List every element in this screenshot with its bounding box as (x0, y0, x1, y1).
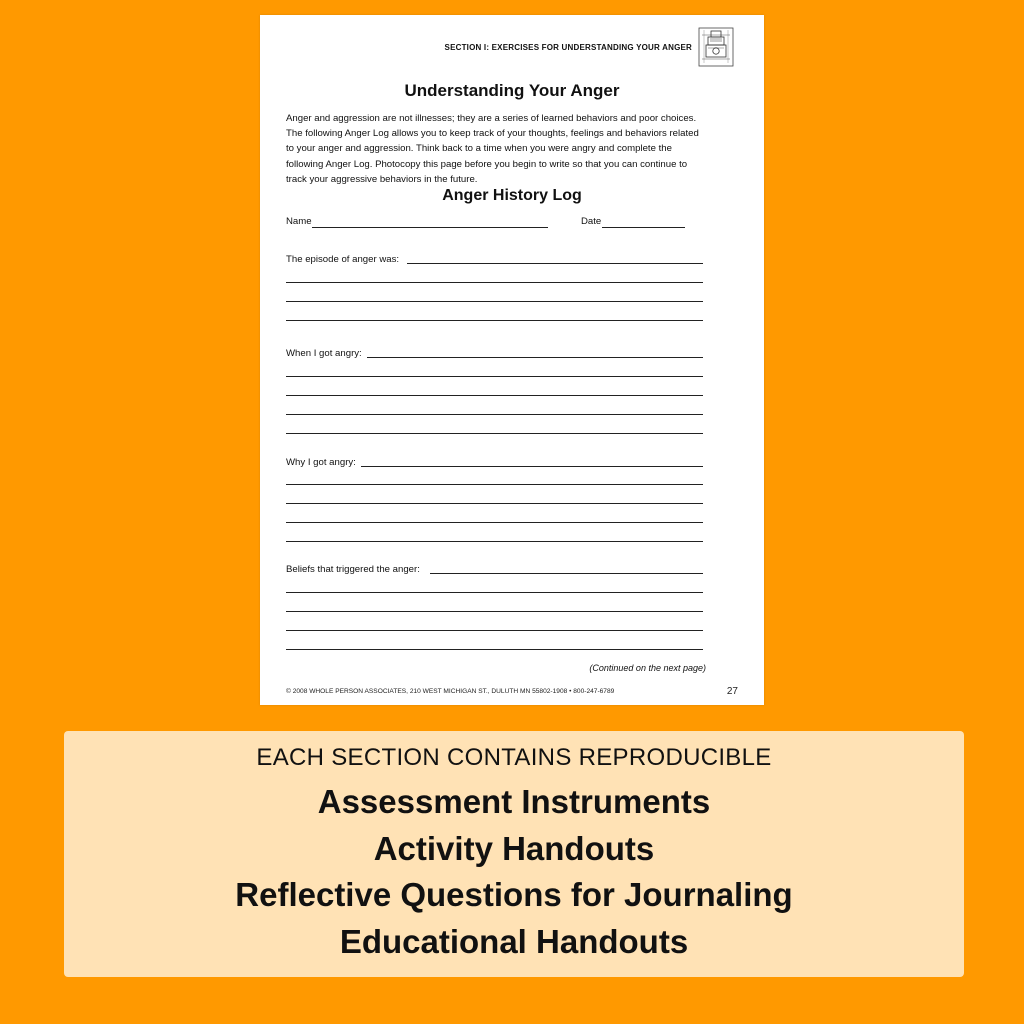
prompt-line (367, 357, 703, 358)
footer-copyright: © 2008 WHOLE PERSON ASSOCIATES, 210 WEST MICHIGAN ST., DULUTH MN 55802-1908 • 800-247-6789 (286, 688, 615, 695)
answer-line (286, 630, 703, 631)
answer-line (286, 433, 703, 434)
answer-line (286, 282, 703, 283)
caption-box (64, 731, 964, 977)
prompt-line (407, 263, 703, 264)
caption-item: Assessment Instruments (317, 783, 711, 820)
caption-item: Reflective Questions for Journaling (235, 876, 793, 913)
answer-line (286, 320, 703, 321)
page-number: 27 (726, 686, 738, 697)
prompt-label: The episode of anger was: (286, 254, 400, 265)
prompt-label: Why I got angry: (286, 457, 356, 468)
prompt-label: Beliefs that triggered the anger: (286, 564, 420, 575)
building-sketch-icon (698, 27, 734, 67)
date-label: Date (581, 216, 602, 227)
answer-line (286, 301, 703, 302)
name-label: Name (286, 216, 312, 227)
date-line (602, 227, 685, 228)
name-line (312, 227, 548, 228)
worksheet-page (260, 15, 764, 705)
continued-note: (Continued on the next page) (589, 663, 706, 673)
section-header: SECTION I: EXERCISES FOR UNDERSTANDING YOUR ANGER (444, 43, 692, 52)
caption-item: Educational Handouts (339, 923, 689, 960)
document-title: Understanding Your Anger (404, 81, 620, 100)
answer-line (286, 414, 703, 415)
prompt-label: When I got angry: (286, 348, 362, 359)
prompt-line (361, 466, 703, 467)
answer-line (286, 522, 703, 523)
log-title: Anger History Log (442, 187, 582, 204)
intro-paragraph: Anger and aggression are not illnesses; they are a series of learned behaviors and poor choices. The following Anger Log allows you to keep track of your thoughts, feelings and behaviors related to your anger and aggression. Think back to a time when you were angry and complete the following Anger Log. Photocopy this page before you begin to write so that you can continue to track your aggressive behaviors in the future. (286, 113, 699, 185)
answer-line (286, 649, 703, 650)
answer-line (286, 611, 703, 612)
caption-item: Activity Handouts (373, 830, 655, 867)
answer-line (286, 592, 703, 593)
prompt-line (430, 573, 703, 574)
answer-line (286, 376, 703, 377)
answer-line (286, 503, 703, 504)
caption-heading: EACH SECTION CONTAINS REPRODUCIBLE (256, 744, 772, 771)
answer-line (286, 541, 703, 542)
answer-line (286, 484, 703, 485)
answer-line (286, 395, 703, 396)
